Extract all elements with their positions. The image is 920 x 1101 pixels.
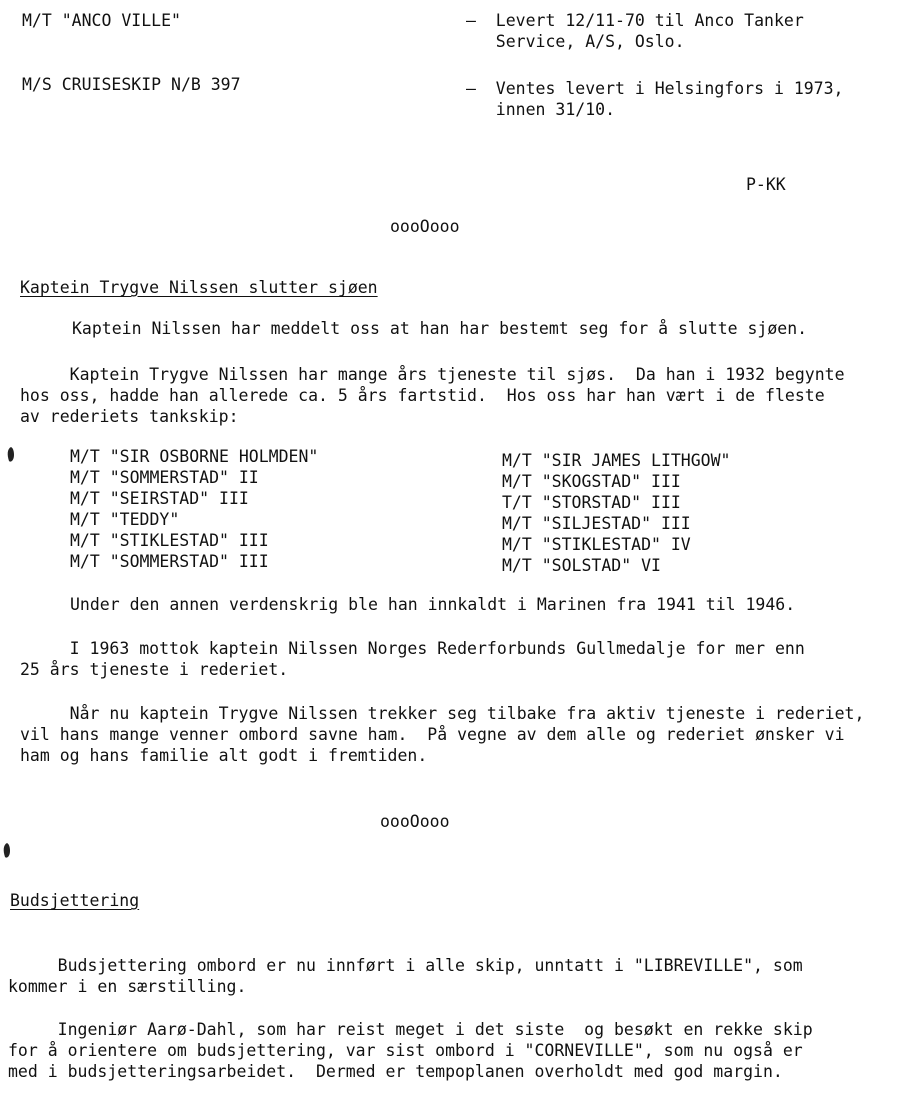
article-paragraph-line: vil hans mange venner ombord savne ham. På vegne av dem alle og rederiet ønsker vi: [20, 725, 845, 744]
section-separator: oooOooo: [380, 812, 450, 831]
article-paragraph-line: Budsjettering ombord er nu innført i alle skip, unntatt i "LIBREVILLE", som: [8, 956, 803, 975]
signature-initials: P-KK: [746, 175, 786, 194]
ship-list-item: M/T "STIKLESTAD" IV: [502, 535, 691, 554]
article-paragraph: Under den annen verdenskrig ble han innkaldt i Marinen fra 1941 til 1946.: [70, 595, 796, 614]
ship-list-left: [70, 446, 318, 572]
ship-list-item: M/T "SILJESTAD" III: [502, 514, 691, 533]
ship-list-item: T/T "STORSTAD" III: [502, 493, 681, 512]
ship-note-anco-line2: Service, A/S, Oslo.: [466, 32, 685, 51]
article-paragraph-line: med i budsjetteringsarbeidet. Dermed er tempoplanen overholdt med god margin.: [8, 1062, 783, 1081]
ship-list-item: M/T "SKOGSTAD" III: [502, 472, 681, 491]
section-separator: oooOooo: [390, 217, 460, 236]
article-paragraph-line: for å orientere om budsjettering, var sist ombord i "CORNEVILLE", som nu også er: [8, 1041, 803, 1060]
ship-list-right: [502, 450, 730, 576]
ship-note-cruise-line2: innen 31/10.: [466, 100, 616, 119]
ship-list-item: M/T "SOMMERSTAD" II: [70, 468, 259, 487]
ship-note-anco-line1: – Levert 12/11-70 til Anco Tanker: [466, 11, 804, 30]
ship-name-cruiseskip: M/S CRUISESKIP N/B 397: [22, 75, 241, 94]
punch-hole-mark: [2, 842, 12, 860]
article-paragraph-line: av rederiets tankskip:: [20, 407, 239, 426]
ship-note-cruise-line1: – Ventes levert i Helsingfors i 1973,: [466, 79, 844, 98]
ship-list-item: M/T "SOMMERSTAD" III: [70, 552, 269, 571]
ship-list-item: M/T "STIKLESTAD" III: [70, 531, 269, 550]
ship-list-item: M/T "SIR OSBORNE HOLMDEN": [70, 447, 319, 466]
article-paragraph-line: ham og hans familie alt godt i fremtiden.: [20, 746, 428, 765]
ship-list-item: M/T "SEIRSTAD" III: [70, 489, 249, 508]
article-paragraph-line: I 1963 mottok kaptein Nilssen Norges Rederforbunds Gullmedalje for mer enn: [20, 639, 805, 658]
punch-hole-mark: [6, 446, 16, 464]
ship-list-item: M/T "SOLSTAD" VI: [502, 556, 661, 575]
article-paragraph-line: Når nu kaptein Trygve Nilssen trekker seg tilbake fra aktiv tjeneste i rederiet,: [20, 704, 865, 723]
article-paragraph: Kaptein Nilssen har meddelt oss at han har bestemt seg for å slutte sjøen.: [72, 319, 808, 338]
article-paragraph-line: 25 års tjeneste i rederiet.: [20, 660, 289, 679]
article-paragraph-line: hos oss, hadde han allerede ca. 5 års fartstid. Hos oss har han vært i de fleste: [20, 386, 825, 405]
article-paragraph-line: Kaptein Trygve Nilssen har mange års tjeneste til sjøs. Da han i 1932 begynte: [20, 365, 845, 384]
ship-list-item: M/T "SIR JAMES LITHGOW": [502, 451, 731, 470]
ship-name-anco-ville: M/T "ANCO VILLE": [22, 11, 181, 30]
article-paragraph-line: Ingeniør Aarø-Dahl, som har reist meget i det siste og besøkt en rekke skip: [8, 1020, 813, 1039]
article-heading-budsjettering: Budsjettering: [10, 891, 140, 910]
ship-list-item: M/T "TEDDY": [70, 510, 180, 529]
article-paragraph-line: kommer i en særstilling.: [8, 977, 247, 996]
article-heading-nilssen: Kaptein Trygve Nilssen slutter sjøen: [20, 278, 378, 297]
